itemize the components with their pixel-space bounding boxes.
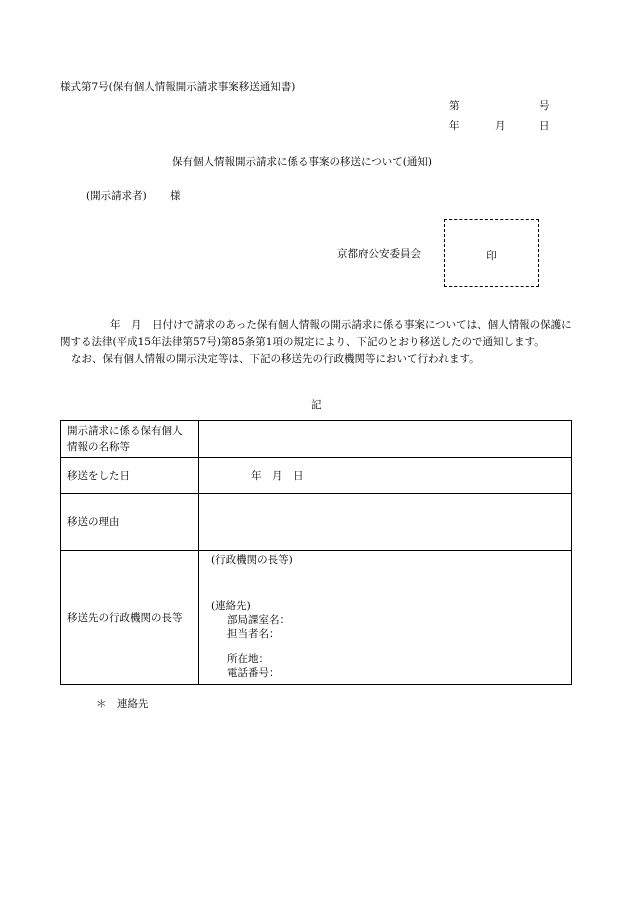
transfer-reason-value [199, 494, 572, 551]
table-row [61, 551, 572, 685]
details-table [60, 420, 572, 685]
date-month: 月 [495, 120, 506, 132]
contact-heading: (連絡先) [211, 600, 251, 612]
info-name-value [199, 421, 572, 458]
form-number: 様式第7号(保有個人情報開示請求事案移送通知書) [60, 81, 296, 93]
info-name-label: 開示請求に係る保有個人情報の名称等 [61, 421, 199, 458]
seal-box [444, 219, 539, 287]
date-year: 年 [449, 120, 460, 132]
body-paragraph-2: なお、保有個人情報の開示決定等は、下記の移送先の行政機関等において行われます。 [71, 353, 480, 365]
transfer-date-label: 移送をした日 [61, 458, 199, 494]
addressee-honorific: 様 [170, 190, 181, 202]
contact-phone: 電話番号： [227, 667, 280, 679]
sender-name: 京都府公安委員会 [337, 248, 421, 260]
footnote: ＊ 連絡先 [96, 698, 149, 710]
number-suffix: 号 [539, 100, 550, 112]
transfer-date-value: 年 月 日 [199, 458, 572, 494]
table-row [61, 421, 572, 458]
table-row [61, 494, 572, 551]
destination-agency-head: (行政機関の長等) [211, 554, 293, 566]
contact-address: 所在地： [227, 653, 269, 665]
addressee-name: (開示請求者) [86, 190, 147, 202]
ki-heading: 記 [311, 399, 322, 411]
number-prefix: 第 [449, 100, 460, 112]
contact-person: 担当者名： [227, 628, 280, 640]
contact-department: 部局課室名： [227, 614, 290, 626]
body-paragraph-1: 年 月 日付けで請求のあった保有個人情報の開示請求に係る事案については、個人情報の保護に関する法律(平成15年法律第57号)第85条第1項の規定により、下記のとおり移送したので通知します。 [60, 319, 572, 348]
date-day: 日 [539, 120, 550, 132]
seal-label: 印 [486, 250, 497, 262]
transfer-reason-label: 移送の理由 [61, 494, 199, 551]
destination-head-value [199, 551, 572, 685]
body-text [60, 317, 574, 368]
table-row [61, 458, 572, 494]
document-title: 保有個人情報開示請求に係る事案の移送について(通知) [172, 156, 432, 168]
destination-head-label: 移送先の行政機関の長等 [61, 551, 199, 685]
